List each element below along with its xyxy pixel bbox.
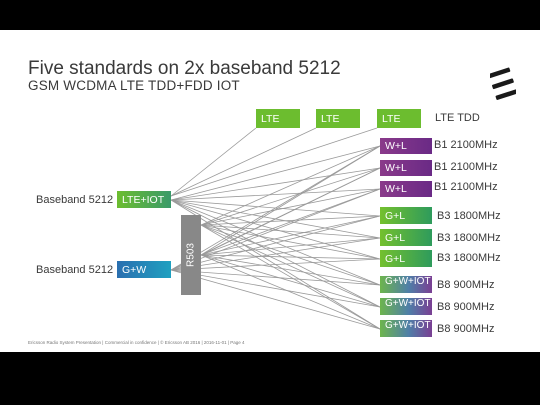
radio-unit: W+L bbox=[380, 160, 432, 176]
lte-box: LTE bbox=[316, 109, 360, 128]
radio-unit: G+W+IOT bbox=[380, 276, 432, 293]
connection-line bbox=[201, 255, 380, 285]
connection-line bbox=[171, 270, 380, 307]
baseband-label: Baseband 5212 bbox=[36, 194, 114, 206]
radio-unit: W+L bbox=[380, 138, 432, 154]
baseband-label: Baseband 5212 bbox=[36, 264, 114, 276]
radio-band: B8 900MHz bbox=[437, 301, 495, 313]
radio-unit: G+W+IOT bbox=[380, 298, 432, 315]
connection-line bbox=[171, 200, 380, 307]
radio-unit: G+L bbox=[380, 250, 432, 267]
radio-band: B1 2100MHz bbox=[434, 161, 498, 173]
slide-subtitle: GSM WCDMA LTE TDD+FDD IOT bbox=[28, 78, 240, 93]
lte-box: LTE bbox=[256, 109, 300, 128]
connection-line bbox=[171, 128, 377, 196]
radio-band: B8 900MHz bbox=[437, 323, 495, 335]
connection-line bbox=[201, 146, 380, 255]
lte-box: LTE bbox=[377, 109, 421, 128]
connection-line bbox=[171, 189, 380, 200]
connection-line bbox=[201, 255, 380, 259]
radio-unit: G+L bbox=[380, 229, 432, 246]
radio-band: B1 2100MHz bbox=[434, 139, 498, 151]
slide bbox=[0, 30, 540, 352]
connection-line bbox=[171, 146, 380, 270]
radio-band: B3 1800MHz bbox=[437, 210, 501, 222]
radio-unit: G+W+IOT bbox=[380, 320, 432, 337]
radio-band: B3 1800MHz bbox=[437, 232, 501, 244]
r503-switch bbox=[181, 215, 201, 295]
radio-band: B8 900MHz bbox=[437, 279, 495, 291]
radio-band: B1 2100MHz bbox=[434, 181, 498, 193]
connection-line bbox=[201, 168, 380, 225]
radio-unit: G+L bbox=[380, 207, 432, 224]
baseband-unit-lte-iot: LTE+IOT bbox=[117, 191, 171, 208]
r503-label: R503 bbox=[185, 243, 197, 267]
connection-line bbox=[171, 270, 380, 329]
connection-line bbox=[201, 255, 380, 307]
radio-unit: W+L bbox=[380, 181, 432, 197]
slide-title: Five standards on 2x baseband 5212 bbox=[28, 58, 341, 79]
lte-tdd-label: LTE TDD bbox=[435, 112, 480, 124]
connection-line bbox=[201, 189, 380, 225]
baseband-unit-g-w: G+W bbox=[117, 261, 171, 278]
footer-text: Ericsson Radio System Presentation | Commercial in confidence | © Ericsson AB 2016 | 2016-11-01 | Page 4 bbox=[28, 340, 245, 345]
radio-band: B3 1800MHz bbox=[437, 252, 501, 264]
